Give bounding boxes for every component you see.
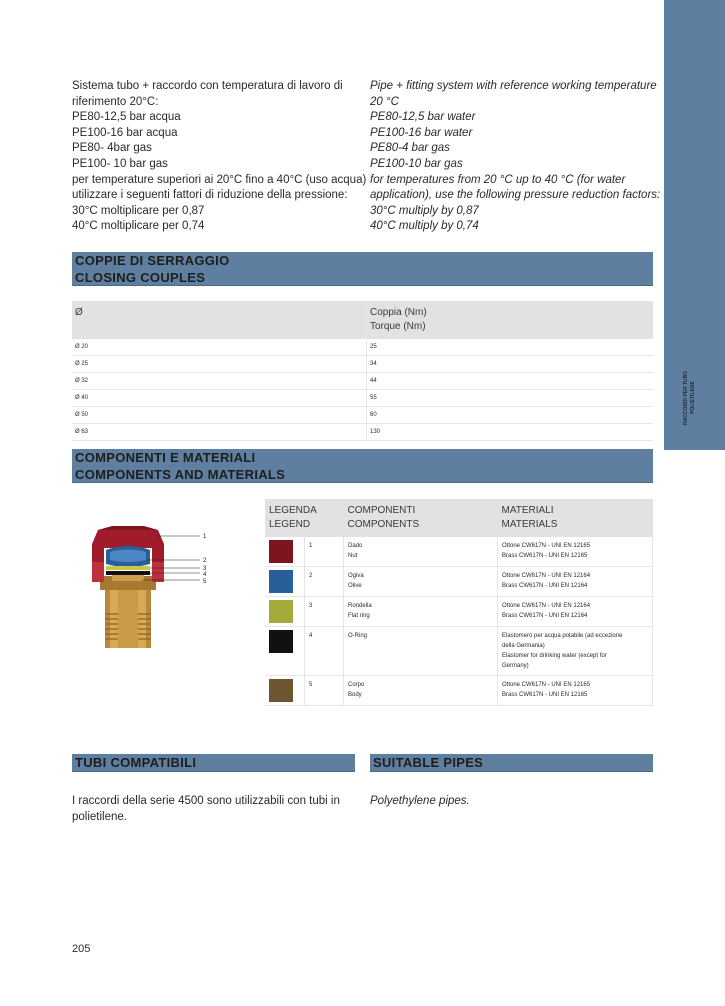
page-number: 205	[72, 943, 91, 955]
table-row: 2 Ogiva Olive Ottone CW617N - UNI EN 12164 Brass CW617N - UNI EN 12164	[265, 567, 653, 597]
pipes-text-italian: I raccordi della serie 4500 sono utilizzabili con tubi in polietilene.	[72, 795, 340, 823]
table-row: Ø 40 55	[72, 390, 653, 407]
col-torque: Coppia (Nm) Torque (Nm)	[367, 301, 654, 339]
callout-5: 5	[203, 579, 207, 585]
materials-table-header	[265, 499, 653, 537]
table-row: Ø 32 44	[72, 373, 653, 390]
side-category-label: RACCORDI PER TUBO POLIETILENE	[683, 370, 696, 426]
callout-4: 4	[203, 572, 207, 578]
table-row: Ø 25 34	[72, 356, 653, 373]
intro-italian: Sistema tubo + raccordo con temperatura di lavoro di riferimento 20°C: PE80-12,5 bar acqua PE100-16 bar acqua PE80- 4bar gas PE100- 10 bar gas per temperature superiori ai 20°C fino a 40°C (uso acqua) utilizzare i seguenti fattori di riduzione della pressione: 30°C moltiplicare per 0,87 40°C moltiplicare per 0,74	[72, 80, 367, 233]
table-row: Ø 63 130	[72, 424, 653, 441]
color-swatch	[269, 679, 293, 702]
table-row: 1 Dado Nut Ottone CW617N - UNI EN 12165 Brass CW617N - UNI EN 12165	[265, 537, 653, 567]
callout-1: 1	[203, 534, 207, 540]
color-swatch	[269, 600, 293, 623]
intro-english: Pipe + fitting system with reference working temperature 20 °C PE80-12,5 bar water PE100-16 bar water PE80-4 bar gas PE100-10 bar gas for temperatures from 20 °C up to 40 °C (for water application), use the following pressure reduction factors: 30°C multiply by 0,87 40°C multiply by 0,74	[370, 80, 661, 233]
fitting-cross-section-illustration	[72, 522, 222, 652]
table-row: 3 Rondella Flat ring Ottone CW617N - UNI EN 12164 Brass CW617N - UNI EN 12164	[265, 597, 653, 627]
table-row: Ø 50 60	[72, 407, 653, 424]
col-diameter: Ø	[72, 301, 367, 339]
torque-table	[72, 301, 653, 441]
table-row: 5 Corpo Body Ottone CW617N - UNI EN 12165 Brass CW617N - UNI EN 12165	[265, 676, 653, 706]
color-swatch	[269, 570, 293, 593]
materials-table	[265, 499, 653, 706]
pipes-text-english: Polyethylene pipes.	[370, 795, 470, 807]
torque-table-header	[72, 301, 653, 339]
callout-3: 3	[203, 566, 207, 572]
color-swatch	[269, 630, 293, 653]
color-swatch	[269, 540, 293, 563]
section-header-suitable-pipes: SUITABLE PIPES	[370, 754, 653, 772]
callout-2: 2	[203, 558, 207, 564]
col-components: COMPONENTI COMPONENTS	[344, 499, 498, 537]
section-header-closing-couples: COPPIE DI SERRAGGIO CLOSING COUPLES	[72, 252, 653, 286]
col-materials: MATERIALI MATERIALS	[498, 499, 653, 537]
table-row: Ø 20 25	[72, 339, 653, 356]
col-legend: LEGENDA LEGEND	[265, 499, 344, 537]
section-header-compatible-pipes: TUBI COMPATIBILI	[72, 754, 355, 772]
section-header-components: COMPONENTI E MATERIALI COMPONENTS AND MATERIALS	[72, 449, 653, 483]
table-row: 4 O-Ring Elastomero per acqua potabile (ad eccezione della Germania) Elastomer for drinking water (except for Germany)	[265, 627, 653, 676]
